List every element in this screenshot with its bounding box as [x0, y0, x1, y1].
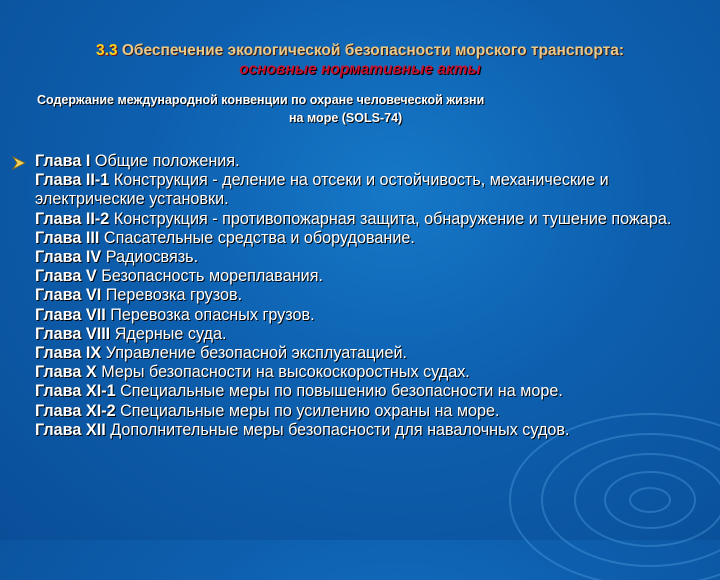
list-item [35, 152, 700, 171]
list-item [35, 171, 700, 209]
list-item [35, 402, 700, 421]
title-number: 3.3 [95, 42, 118, 59]
chapter-text: Ядерные суда. [114, 324, 227, 343]
list-item [35, 210, 700, 229]
chapter-label: Глава VIII [35, 324, 111, 343]
list-item [35, 229, 700, 248]
list-item [35, 325, 700, 344]
chapter-text: Конструкция - деление на отсеки и остойчивость, механические и электрические установки. [35, 171, 609, 209]
arrowhead-bullet-icon [12, 156, 26, 170]
chapter-text: Управление безопасной эксплуатацией. [105, 344, 407, 363]
chapter-text: Общие положения. [94, 152, 240, 170]
chapter-text: Меры безопасности на высокоскоростных судах. [101, 363, 470, 382]
list-item [35, 306, 700, 325]
chapter-label: Глава I [35, 152, 91, 170]
list-item [35, 248, 700, 267]
chapter-label: Глава VII [35, 305, 106, 324]
chapter-label: Глава XI-1 [35, 382, 116, 401]
list-item [35, 382, 700, 401]
chapter-label: Глава V [35, 267, 97, 286]
chapter-label: Глава X [35, 363, 97, 382]
chapter-text: Радиосвязь. [105, 248, 199, 267]
chapter-label: Глава VI [35, 286, 102, 305]
chapter-text: Перевозка опасных грузов. [110, 305, 315, 324]
title-subtitle: основные нормативные акты [239, 61, 481, 78]
chapter-label: Глава III [35, 228, 100, 247]
chapter-label: Глава XI-2 [35, 401, 116, 420]
list-item [35, 286, 700, 305]
list-item [35, 421, 700, 440]
slide-title [0, 41, 720, 79]
chapter-label: Глава IX [35, 344, 102, 363]
chapter-text: Дополнительные меры безопасности для навалочных судов. [110, 420, 570, 439]
list-item [35, 344, 700, 363]
title-main: Обеспечение экологической безопасности морского транспорта: [121, 42, 624, 59]
chapter-text: Специальные меры по повышению безопасности на море. [120, 382, 563, 401]
subtitle-line-1: Содержание международной конвенции по охране человеческой жизни [37, 93, 485, 107]
chapter-label: Глава XII [35, 420, 106, 439]
chapter-label: Глава II-1 [35, 171, 110, 190]
chapter-text: Безопасность мореплавания. [101, 267, 323, 286]
chapter-text: Конструкция - противопожарная защита, обнаружение и тушение пожара. [113, 209, 672, 228]
slide-subtitle [0, 91, 720, 127]
chapter-text: Специальные меры по усилению охраны на море. [120, 401, 500, 420]
chapter-text: Спасательные средства и оборудование. [103, 228, 415, 247]
chapter-label: Глава IV [35, 248, 102, 267]
chapter-label: Глава II-2 [35, 209, 110, 228]
list-item [35, 267, 700, 286]
chapter-list [35, 152, 700, 440]
chapter-text: Перевозка грузов. [105, 286, 243, 305]
subtitle-line-2: на море (SOLS-74) [289, 111, 403, 125]
list-item [35, 363, 700, 382]
